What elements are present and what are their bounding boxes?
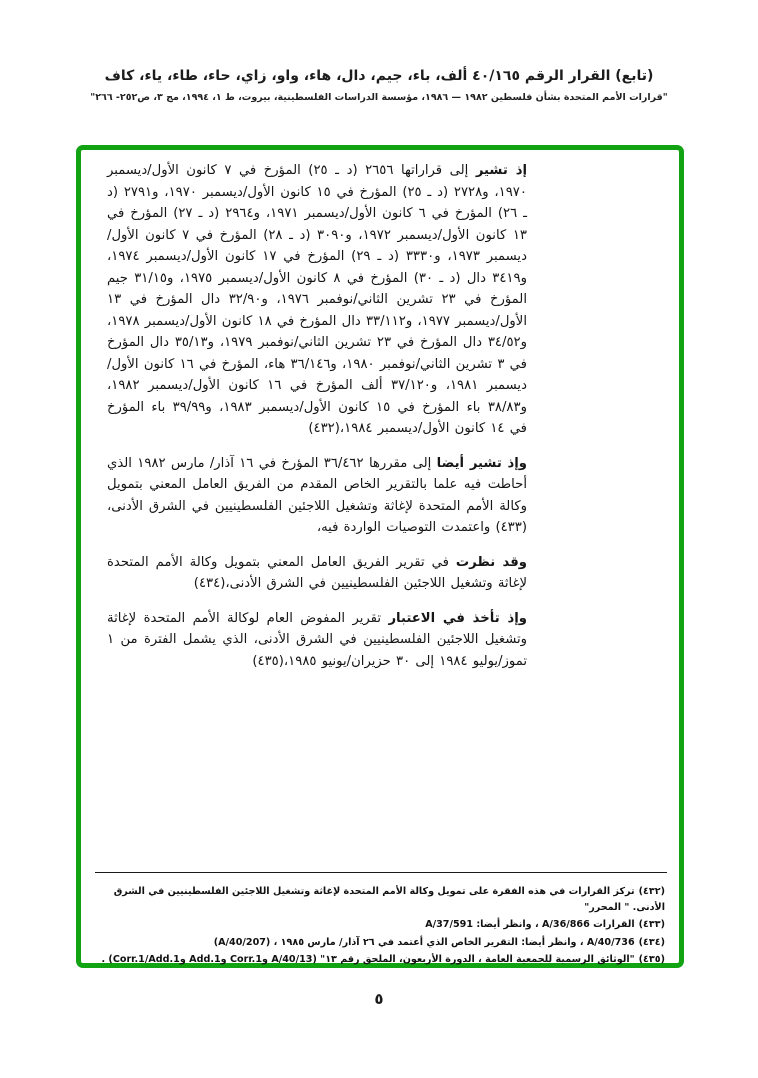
body-paragraph	[107, 453, 527, 539]
page-number: ٥	[374, 990, 384, 1008]
footnote-number: (٤٣٢)	[638, 886, 665, 897]
resolution-body	[107, 160, 527, 672]
footnote	[93, 884, 665, 915]
footnote	[93, 952, 665, 968]
paragraph-text: إلى مقررها ٣٦/٤٦٢ المؤرخ في ١٦ آذار/ مارس ١٩٨٢ الذي أحاطت فيه علما بالتقرير الخاص المقدم من الفريق العامل المعني بتمويل وكالة الأمم المتحدة لإغاثة وتشغيل اللاجئين الفلسطينيين في الشرق الأدنى،(٤٣٣) واعتمدت التوصيات الواردة فيه،	[107, 455, 527, 535]
paragraph-lead: وإذ تشير أيضا	[436, 455, 528, 471]
body-paragraph	[107, 608, 527, 673]
footnote	[93, 917, 665, 933]
footnotes-block	[93, 884, 665, 970]
paragraph-text: إلى قراراتها ٢٦٥٦ (د ـ ٢٥) المؤرخ في ٧ كانون الأول/ديسمبر ١٩٧٠، و٢٧٢٨ (د ـ ٢٥) المؤرخ في ١٥ كانون الأول/ديسمبر ١٩٧٠، و٢٧٩١ (د ـ ٢٦) المؤرخ في ٦ كانون الأول/ديسمبر ١٩٧١، و٢٩٦٤ (د ـ ٢٧) المؤرخ في ١٣ كانون الأول/ديسمبر ١٩٧٢، و٣٠٩٠ (د ـ ٢٨) المؤرخ في ٧ كانون الأول/ديسمبر ١٩٧٣، و٣٣٣٠ (د ـ ٢٩) المؤرخ في ١٧ كانون الأول/ديسمبر ١٩٧٤، و٣٤١٩ دال (د ـ ٣٠) المؤرخ في ٨ كانون الأول/ديسمبر ١٩٧٥، و٣١/١٥ جيم المؤرخ في ٢٣ تشرين الثاني/نوفمبر ١٩٧٦، و٣٢/٩٠ دال المؤرخ في ١٣ الأول/ديسمبر ١٩٧٧، و٣٣/١١٢ دال المؤرخ في ١٨ كانون الأول/ديسمبر ١٩٧٨، و٣٤/٥٢ دال المؤرخ في ٢٣ تشرين الثاني/نوفمبر ١٩٧٩، و٣٥/١٣ دال المؤرخ في ٣ تشرين الثاني/نوفمبر ١٩٨٠، و٣٦/١٤٦ هاء، المؤرخ في ١٦ كانون الأول/ديسمبر ١٩٨١، و٣٧/١٢٠ ألف المؤرخ في ١٦ كانون الأول/ديسمبر ١٩٨٢، و٣٨/٨٣ باء المؤرخ في ١٥ كانون الأول/ديسمبر ١٩٨٣، و٣٩/٩٩ باء المؤرخ في ١٤ كانون الأول/ديسمبر ١٩٨٤،(٤٣٢)	[107, 163, 527, 436]
body-paragraph	[107, 552, 527, 595]
footnote-text: "الوثائق الرسمية للجمعية العامة ، الدورة الأربعون، الملحق رقم ١٣" (A/40/13 وCorr.1 وAdd.1 وCorr.1/Add.1) .	[101, 954, 635, 965]
paragraph-lead: وإذ تأخذ في الاعتبار	[388, 610, 528, 626]
document-header	[40, 68, 718, 103]
footnote	[93, 935, 665, 951]
paragraph-text: تقرير المفوض العام لوكالة الأمم المتحدة لإغاثة وتشغيل اللاجئين الفلسطينيين في الشرق الأدنى، الذي يشمل الفترة من ١ تموز/يوليو ١٩٨٤ إلى ٣٠ حزيران/يونيو ١٩٨٥،(٤٣٥)	[107, 610, 527, 669]
paragraph-lead: وقد نظرت	[455, 554, 527, 570]
highlight-box	[76, 145, 684, 968]
footnote-number: (٤٣٥)	[638, 954, 665, 965]
footnote-text: تركز القرارات في هذه الفقرة على تمويل وكالة الأمم المتحدة لإغاثة وتشغيل اللاجئين الفلسطينيين في الشرق الأدنى. " المحرر"	[113, 886, 665, 913]
document-source-line: "قرارات الأمم المتحدة بشأن فلسطين ١٩٨٢ — ١٩٨٦، مؤسسة الدراسات الفلسطينية، بيروت، ط ١، ١٩٩٤، مج ٣، ص٢٥٢- ٢٦٦"	[90, 92, 668, 103]
paragraph-lead: إذ تشير	[475, 163, 527, 178]
document-title: (تابع) القرار الرقم ٤٠/١٦٥ ألف، باء، جيم، دال، هاء، واو، زاي، حاء، طاء، ياء، كاف	[104, 68, 654, 84]
paragraph-text: في تقرير الفريق العامل المعني بتمويل وكالة الأمم المتحدة لإغاثة وتشغيل اللاجئين الفلسطينيين في الشرق الأدنى،(٤٣٤)	[107, 554, 527, 591]
footnote-number: (٤٣٣)	[638, 919, 665, 930]
footnote-divider	[95, 872, 667, 873]
footnote-text: A/40/736 ، وانظر أيضا: التقرير الخاص الذي أعتمد في ٢٦ آذار/ مارس ١٩٨٥ ، (A/40/207)	[213, 936, 635, 948]
footnote-text: القرارات A/36/866 ، وانظر أيضا: A/37/591	[425, 919, 635, 930]
footnote-number: (٤٣٤)	[638, 936, 665, 948]
body-paragraph	[107, 160, 527, 440]
